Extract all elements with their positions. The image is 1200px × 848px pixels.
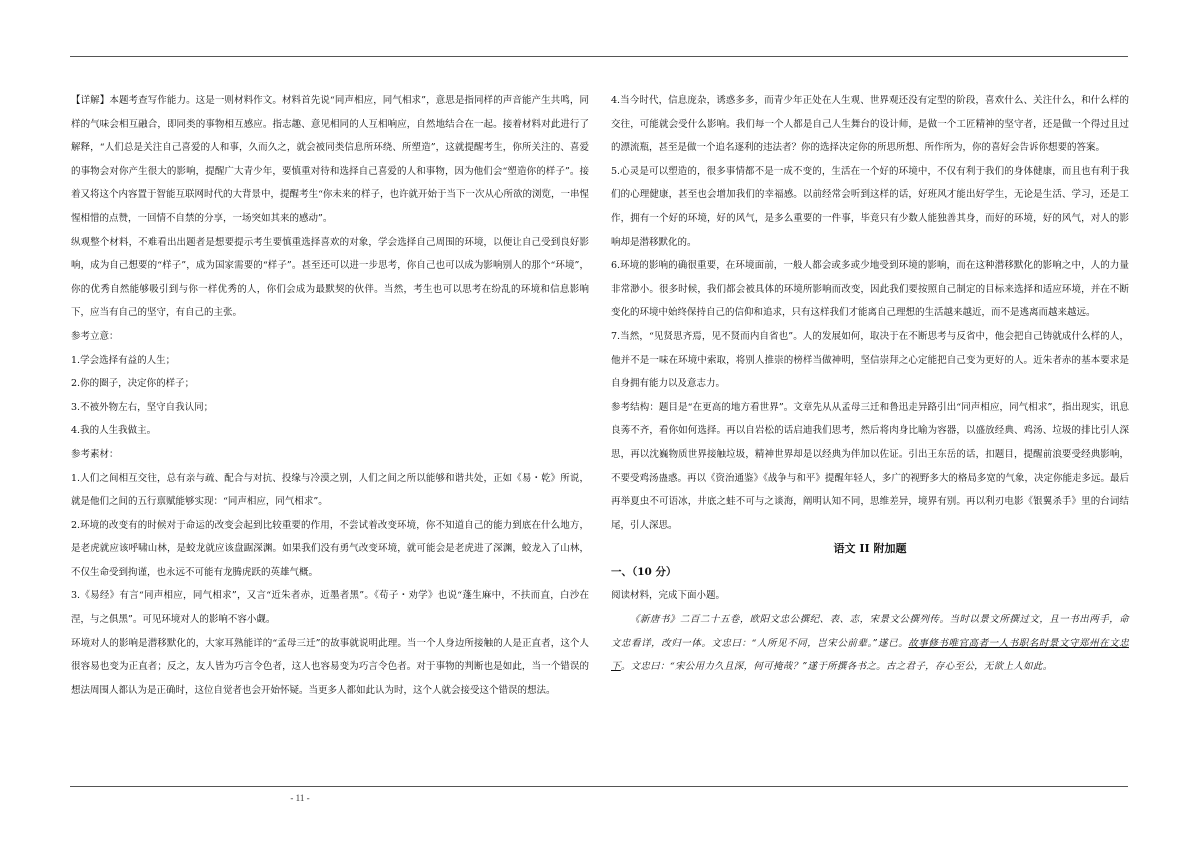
list-item: 4.我的人生我做主。 — [71, 425, 157, 437]
paragraph: 6.环境的影响的确很重要，在环境面前，一般人都会或多或少地受到环境的影响，而在这种潜移默化的影响之中，人的力量非常渺小。很多时候，我们都会被具体的环境所影响而改变，因此我们要按照自己制定的目标来选择和适应环境，并在不断变化的环境中始终保持自己的信仰和追求，只有这样我们才能离自己理想的生活越来越近，而不是逃离而越来越远。 — [611, 260, 1129, 319]
paragraph: 参考立意： — [71, 330, 119, 342]
paragraph: 5.心灵是可以塑造的，很多事情都不是一成不变的，生活在一个好的环境中，不仅有利于我们的身体健康，而且也有利于我们的心理健康，甚至也会增加我们的幸福感。以前经常会听到这样的话，好班风才能出好学生，无论是生活、学习，还是工作，拥有一个好的环境，好的风气，是多么重要的一件事，毕竟只有少数人能独善其身，而好的环境，好的风气，对人的影响却是潜移默化的。 — [611, 165, 1129, 248]
paragraph: 【详解】本题考查写作能力。这是一则材料作文。材料首先说“同声相应，同气相求”，意思是指同样的声音能产生共鸣，同样的气味会相互融合，即同类的事物相互感应。指志趣、意见相同的人互相响应，自然地结合在一起。接着材料对此进行了解释，“人们总是关注自己喜爱的人和事，久而久之，就会被同类信息所环绕、所塑造”，这就提醒考生，你所关注的、喜爱的事物会对你产生很大的影响，提醒广大青少年，要慎重对待和选择自己喜爱的人和事物，因为他们会“塑造你的样子”。接着又将这个内容置于智能互联网时代的大背景中，提醒考生“你未来的样子，也许就开始于当下一次从心所欲的浏览，一串惺惺相惜的点赞，一回情不自禁的分享，一场突如其来的感动”。 — [71, 95, 589, 224]
instruction-text: 阅读材料，完成下面小题。 — [611, 590, 726, 602]
paragraph: 3.《易经》有言“同声相应，同气相求”，又言“近朱者赤，近墨者黑”。《荀子・劝学》也说“蓬生麻中，不扶而直，白沙在涅，与之俱黑”。可见环境对人的影响不容小觑。 — [71, 590, 589, 626]
paragraph: 环境对人的影响是潜移默化的，大家耳熟能详的“孟母三迁”的故事就说明此理。当一个人身边所接触的人是正直者，这个人很容易也变为正直者；反之，友人皆为巧言令色者，这人也容易变为巧言令色者。对于事物的判断也是如此，当一个错误的想法周围人都认为是正确时，这位自觉者也会开始怀疑。当更多人都如此认为时，这个人就会接受这个错误的想法。 — [71, 637, 589, 696]
left-column — [71, 89, 589, 702]
paragraph: 参考结构：题目是“在更高的地方看世界”。文章先从从孟母三迁和鲁迅走异路引出“同声相应，同气相求”，指出现实，讯息良莠不齐，看你如何选择。再以自岩松的话启迪我们思考，然后将肉身比喻为容器，以盛放经典、鸡汤、垃圾的排比引人深思，再以沈巍物质世界接触垃圾，精神世界却是以经典为伴加以佐证。引出王东岳的话，扣题目，提醒前浪要受经典影响，不要受鸡汤蛊惑。再以《资治通鉴》《战争与和平》提醒年轻人，多广的视野多大的格局多宽的气象，决定你能走多远。最后再举夏虫不可语冰，井底之蛙不可与之谈海，阐明认知不同，思维差异，境界有别。再以利刃电影《银翼杀手》里的台词结尾，引人深思。 — [611, 401, 1129, 531]
passage-text: 。文忠曰：“宋公用力久且深，何可掩哉？”遂于所撰各书之。古之君子，存心至公，无欲上人如此。 — [620, 661, 1053, 673]
appendix-title: 语文 II 附加题 — [833, 542, 907, 556]
list-item: 3.不被外物左右，坚守自我认同； — [71, 401, 214, 413]
paragraph: 1.人们之间相互交往，总有亲与疏、配合与对抗、投缘与冷漠之别，人们之间之所以能够和谐共处，正如《易・乾》所说，就是他们之间的五行禀赋能够实现：“同声相应，同气相求”。 — [71, 472, 589, 508]
footer-rule — [70, 786, 1128, 787]
paragraph: 纵观整个材料，不难看出出题者是想要提示考生要慎重选择喜欢的对象，学会选择自己周围的环境，以便让自己受到良好影响，成为自己想要的“样子”，成为国家需要的“样子”。甚至还可以进一步思考，你自己也可以成为影响别人的那个“环境”，你的优秀自然能够吸引到与你一样优秀的人，你们会成为最默契的伙伴。当然，考生也可以思考在纷乱的环境和信息影响下，应当有自己的坚守，有自己的主张。 — [71, 236, 589, 319]
underlined-sentence: 故事修书唯官高者一人书职名时景文守郑州在文忠下 — [611, 637, 1129, 673]
paragraph: 7.当然，“见贤思齐焉，见不贤而内自省也”。人的发展如何，取决于在不断思考与反省中，他会把自己铸就成什么样的人，他并不是一味在环境中索取，将别人推崇的榜样当做神明，坚信崇拜之心定能把自己变为更好的人。近朱者赤的基本要求是自身拥有能力以及意志力。 — [611, 330, 1129, 390]
page-number: - 11 - — [290, 793, 310, 803]
passage-text: 《新唐书》二百二十五卷，欧阳文忠公撰纪、表、志，宋景文公撰列传。当时以景文所撰过文，且一书出两手，命文忠看详，改归一体。文忠曰：“人所见不同，岂宋公前辈。”遂已。 — [611, 614, 1129, 649]
paragraph: 参考素材： — [71, 448, 119, 460]
paragraph: 2.环境的改变有的时候对于命运的改变会起到比较重要的作用，不尝试着改变环境，你不知道自己的能力到底在什么地方，是老虎就应该呼啸山林，是蛟龙就应该盘踞深渊。如果我们没有勇气改变环境，就可能会是老虎进了深渊，蛟龙入了山林，不仅生命受到拘谨，也永远不可能有龙腾虎跃的英雄气概。 — [71, 519, 589, 578]
list-item: 2.你的圈子，决定你的样子； — [71, 378, 195, 390]
paragraph: 4.当今时代，信息庞杂，诱惑多多，而青少年正处在人生观、世界观还没有定型的阶段，喜欢什么、关注什么，和什么样的交往，可能就会受什么影响。我们每一个人都是自己人生舞台的设计师，是做一个工匠精神的坚守者，还是做一个得过且过的漂流瓶，甚至是做一个追名逐利的违法者？你的选择决定你的所思所想、所作所为，你的喜好会告诉你想要的答案。 — [611, 95, 1129, 154]
list-item: 1.学会选择有益的人生； — [71, 354, 176, 366]
section-heading: 一、（10 分） — [611, 565, 677, 578]
right-column — [611, 89, 1129, 679]
classical-passage — [611, 608, 1129, 679]
header-rule — [70, 56, 1128, 57]
